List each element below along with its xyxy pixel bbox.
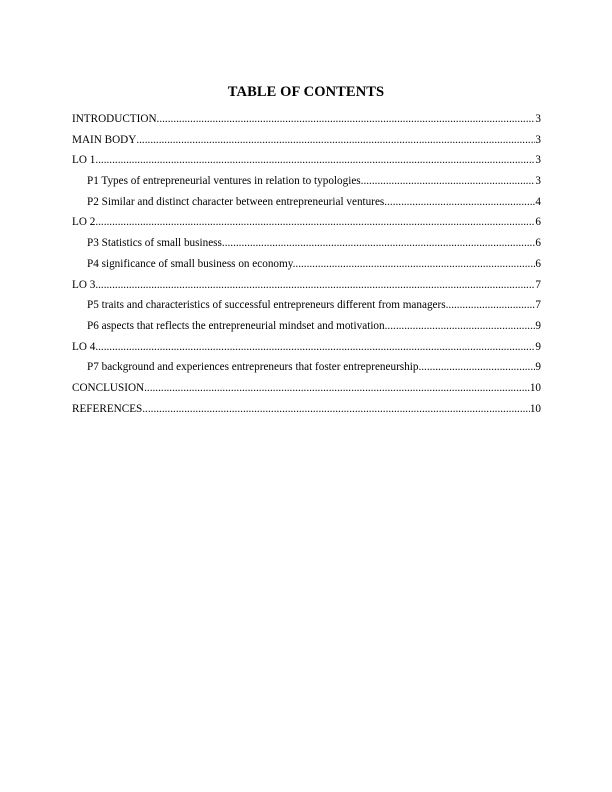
dot-leader — [421, 360, 535, 374]
toc-entry-text: LO 4 — [72, 340, 96, 353]
dot-leader — [95, 153, 535, 167]
toc-entry-page-number: 10 — [529, 402, 541, 415]
toc-heading: TABLE OF CONTENTS — [227, 84, 385, 100]
dot-leader — [136, 133, 535, 147]
toc-list — [72, 112, 541, 422]
toc-entry-page-number: 3 — [535, 113, 541, 125]
dot-leader — [225, 236, 536, 250]
toc-entry-text: MAIN BODY — [72, 133, 137, 146]
dot-leader — [144, 381, 530, 395]
dot-leader — [363, 174, 535, 188]
toc-entry-lo-4[interactable] — [72, 340, 541, 361]
toc-entry-text: P6 aspects that reflects the entrepreneurial mindset and motivation. — [87, 319, 388, 332]
toc-entry-lo-2[interactable] — [72, 215, 541, 236]
toc-entry-text: CONCLUSION — [72, 381, 145, 394]
toc-entry-page-number: 6 — [535, 216, 541, 229]
toc-entry-page-number: 6 — [535, 257, 541, 270]
toc-entry-page-number: 9 — [535, 319, 541, 332]
toc-entry-text: P3 Statistics of small business. — [87, 237, 225, 250]
toc-entry-text: LO 2 — [72, 216, 96, 229]
toc-entry-text: LO 1 — [72, 154, 96, 167]
toc-entry-page-number: 3 — [535, 175, 541, 188]
toc-entry-introduction[interactable] — [72, 112, 541, 133]
toc-entry-lo-3[interactable] — [72, 278, 541, 299]
dot-leader — [387, 319, 535, 333]
toc-entry-text: P7 background and experiences entrepreneurs that foster entrepreneurship. — [87, 361, 422, 374]
toc-entry-references[interactable] — [72, 402, 541, 423]
dot-leader — [387, 195, 535, 209]
toc-entry-page-number: 7 — [535, 299, 541, 312]
toc-entry-p5[interactable] — [72, 298, 541, 319]
toc-entry-page-number: 9 — [535, 340, 541, 353]
toc-entry-text: P1 Types of entrepreneurial ventures in relation to typologies. — [87, 175, 364, 188]
toc-entry-page-number: 10 — [529, 381, 541, 394]
dot-leader — [95, 278, 535, 292]
dot-leader — [95, 215, 535, 229]
toc-entry-p1[interactable] — [72, 174, 541, 195]
toc-entry-conclusion[interactable] — [72, 381, 541, 402]
dot-leader — [142, 402, 530, 416]
toc-entry-text: LO 3 — [72, 278, 96, 291]
toc-entry-p2[interactable] — [72, 195, 541, 216]
dot-leader — [295, 257, 535, 271]
toc-entry-text: INTRODUCTION — [72, 113, 157, 125]
toc-entry-page-number: 6 — [535, 237, 541, 250]
toc-entry-p4[interactable] — [72, 257, 541, 278]
toc-entry-page-number: 3 — [535, 154, 541, 167]
toc-entry-p6[interactable] — [72, 319, 541, 340]
toc-entry-page-number: 7 — [535, 278, 541, 291]
toc-entry-text: P4 significance of small business on economy. — [87, 257, 296, 270]
toc-entry-text: P2 Similar and distinct character between entrepreneurial ventures. — [87, 195, 388, 208]
toc-entry-text: REFERENCES — [72, 402, 143, 415]
toc-entry-page-number: 3 — [535, 133, 541, 146]
toc-entry-text: P5 traits and characteristics of successful entrepreneurs different from managers. — [87, 299, 449, 312]
toc-entry-page-number: 9 — [535, 361, 541, 374]
toc-entry-lo-1[interactable] — [72, 153, 541, 174]
toc-entry-p7[interactable] — [72, 360, 541, 381]
toc-entry-main-body[interactable] — [72, 133, 541, 154]
dot-leader — [157, 112, 536, 126]
dot-leader — [448, 298, 535, 312]
toc-entry-p3[interactable] — [72, 236, 541, 257]
dot-leader — [95, 340, 535, 354]
toc-entry-page-number: 4 — [535, 195, 541, 208]
